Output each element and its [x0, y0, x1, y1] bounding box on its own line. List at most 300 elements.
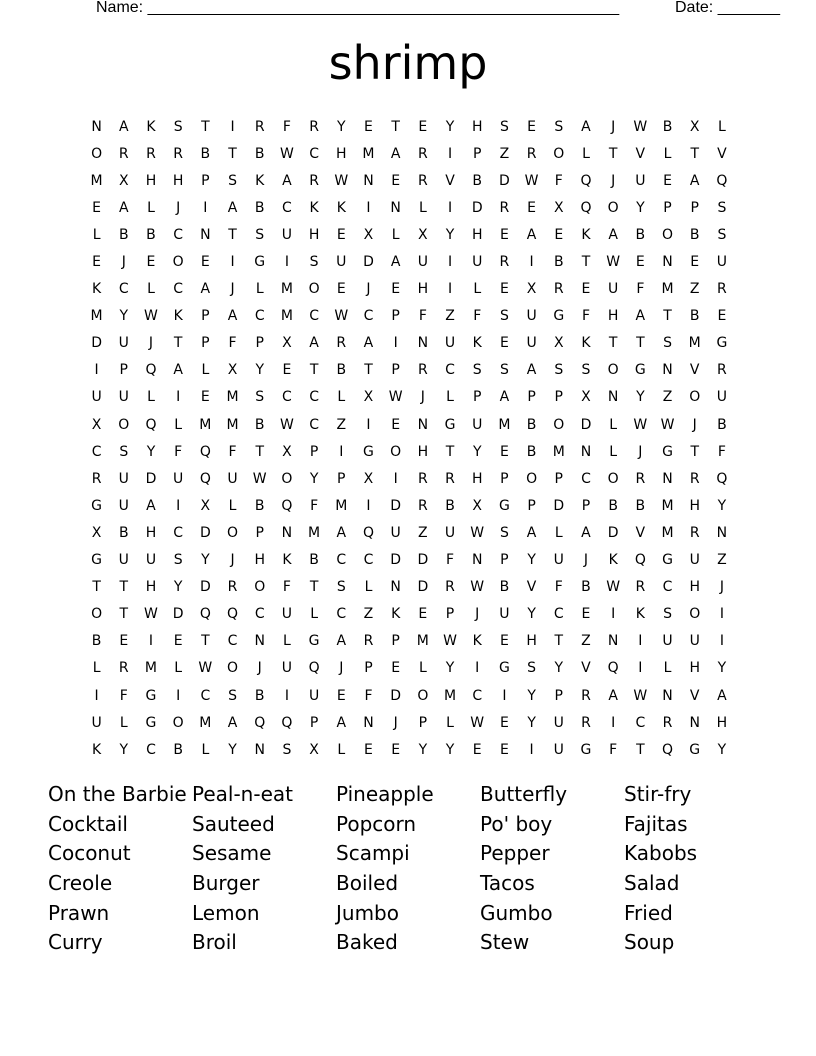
- grid-letter: M: [661, 281, 674, 298]
- grid-letter: D: [145, 470, 157, 487]
- grid-letter: B: [526, 416, 537, 433]
- grid-letter: M: [498, 416, 511, 433]
- grid-letter: K: [635, 606, 645, 623]
- word-list-item: Tacos: [480, 871, 535, 896]
- grid-letter: Z: [581, 633, 591, 650]
- grid-letter: H: [471, 470, 483, 487]
- grid-letter: R: [254, 118, 265, 135]
- grid-letter: L: [119, 714, 128, 731]
- grid-letter: S: [499, 362, 509, 379]
- grid-letter: L: [582, 145, 590, 162]
- grid-letter: W: [606, 254, 621, 271]
- grid-letter: L: [364, 579, 373, 596]
- grid-letter: G: [145, 687, 157, 704]
- grid-letter: K: [608, 552, 618, 569]
- grid-letter: W: [470, 524, 485, 541]
- grid-row: [83, 303, 736, 330]
- grid-letter: A: [282, 172, 292, 189]
- grid-letter: K: [391, 606, 401, 623]
- grid-letter: U: [145, 552, 157, 569]
- grid-letter: L: [337, 741, 346, 758]
- grid-letter: K: [282, 552, 292, 569]
- grid-letter: I: [176, 687, 181, 704]
- grid-letter: U: [608, 281, 619, 298]
- grid-letter: R: [417, 172, 428, 189]
- grid-letter: A: [146, 497, 156, 514]
- grid-letter: G: [689, 741, 701, 758]
- grid-letter: B: [635, 497, 646, 514]
- grid-letter: L: [283, 633, 291, 650]
- grid-letter: Y: [472, 443, 482, 460]
- grid-letter: C: [662, 579, 673, 596]
- grid-letter: T: [92, 579, 101, 596]
- grid-letter: S: [255, 226, 265, 243]
- grid-letter: J: [176, 199, 181, 216]
- grid-row: [83, 736, 736, 763]
- grid-letter: J: [148, 335, 154, 352]
- grid-letter: B: [635, 226, 646, 243]
- grid-letter: U: [472, 416, 483, 433]
- grid-letter: H: [308, 226, 320, 243]
- grid-letter: D: [172, 606, 184, 623]
- grid-letter: P: [418, 714, 428, 731]
- grid-letter: N: [662, 687, 673, 704]
- grid-letter: E: [391, 741, 401, 758]
- grid-letter: B: [309, 552, 319, 569]
- grid-letter: C: [118, 281, 129, 298]
- grid-letter: Q: [716, 470, 728, 487]
- grid-letter: R: [445, 579, 455, 596]
- grid-letter: H: [689, 497, 700, 514]
- grid-letter: H: [145, 172, 157, 189]
- grid-letter: Q: [281, 497, 293, 514]
- grid-letter: Y: [309, 470, 319, 487]
- grid-letter: W: [144, 308, 158, 325]
- grid-letter: C: [363, 552, 374, 569]
- grid-letter: I: [203, 199, 208, 216]
- word-list-item: Burger: [192, 871, 260, 896]
- grid-letter: N: [390, 199, 401, 216]
- grid-letter: W: [606, 579, 621, 596]
- grid-letter: Q: [281, 714, 293, 731]
- grid-letter: Z: [499, 145, 510, 162]
- grid-letter: P: [500, 470, 509, 487]
- grid-letter: G: [254, 254, 266, 271]
- grid-letter: Y: [418, 741, 428, 758]
- grid-letter: B: [499, 579, 510, 596]
- grid-letter: V: [635, 524, 646, 541]
- grid-letter: G: [145, 714, 157, 731]
- grid-letter: D: [390, 497, 402, 514]
- grid-letter: G: [308, 633, 320, 650]
- word-list-item: Po' boy: [480, 811, 553, 836]
- grid-letter: L: [147, 281, 155, 298]
- grid-letter: Q: [580, 199, 592, 216]
- grid-letter: N: [390, 579, 401, 596]
- grid-letter: B: [254, 687, 265, 704]
- grid-letter: K: [581, 226, 591, 243]
- grid-letter: P: [201, 172, 210, 189]
- grid-letter: H: [607, 308, 619, 325]
- grid-letter: X: [363, 389, 374, 406]
- grid-row: [83, 276, 736, 303]
- grid-letter: E: [336, 281, 346, 298]
- grid-letter: T: [690, 443, 699, 460]
- grid-letter: F: [717, 443, 726, 460]
- grid-letter: O: [281, 470, 293, 487]
- grid-row: [83, 547, 736, 574]
- grid-letter: I: [638, 633, 643, 650]
- grid-letter: Y: [445, 660, 455, 677]
- grid-letter: X: [581, 389, 591, 406]
- grid-letter: T: [608, 335, 618, 352]
- grid-letter: I: [719, 633, 724, 650]
- grid-letter: L: [609, 416, 618, 433]
- grid-letter: U: [417, 254, 428, 271]
- grid-row: [83, 601, 736, 628]
- grid-letter: P: [391, 362, 400, 379]
- grid-letter: Y: [445, 226, 455, 243]
- grid-letter: W: [198, 660, 213, 677]
- grid-row: [83, 140, 736, 167]
- grid-row: [83, 221, 736, 248]
- grid-letter: M: [144, 660, 158, 677]
- grid-letter: R: [445, 470, 455, 487]
- grid-letter: P: [527, 497, 536, 514]
- word-list-item: Scampi: [336, 841, 410, 866]
- word-list-item: Lemon: [192, 900, 260, 925]
- grid-letter: J: [719, 579, 724, 596]
- grid-letter: E: [418, 606, 428, 623]
- grid-letter: V: [445, 172, 455, 189]
- grid-letter: R: [662, 714, 673, 731]
- grid-letter: R: [227, 579, 238, 596]
- grid-letter: U: [118, 335, 129, 352]
- grid-letter: U: [118, 552, 129, 569]
- grid-letter: R: [717, 281, 727, 298]
- grid-letter: C: [309, 308, 319, 325]
- grid-letter: X: [363, 470, 374, 487]
- grid-letter: M: [90, 172, 103, 189]
- grid-letter: J: [475, 606, 480, 623]
- word-list-item: On the Barbie: [48, 782, 187, 806]
- word-list: [48, 780, 768, 958]
- grid-letter: C: [254, 308, 265, 325]
- grid-letter: C: [200, 687, 211, 704]
- grid-letter: F: [282, 118, 291, 135]
- grid-letter: I: [447, 254, 453, 271]
- word-list-item: Broil: [192, 930, 237, 955]
- grid-letter: C: [363, 308, 374, 325]
- grid-letter: E: [499, 633, 509, 650]
- word-list-item: Kabobs: [624, 841, 698, 866]
- grid-letter: J: [583, 552, 589, 569]
- grid-letter: W: [470, 579, 485, 596]
- grid-letter: Q: [634, 552, 646, 569]
- grid-letter: C: [309, 145, 319, 162]
- grid-letter: X: [553, 199, 564, 216]
- grid-letter: O: [308, 281, 320, 298]
- grid-letter: A: [717, 687, 727, 704]
- grid-letter: V: [689, 362, 700, 379]
- grid-letter: G: [662, 443, 673, 460]
- grid-letter: L: [310, 606, 318, 623]
- grid-letter: X: [282, 443, 292, 460]
- grid-letter: O: [172, 714, 184, 731]
- grid-letter: Y: [717, 660, 727, 677]
- name-field: Name: _____________________________________________________: [96, 0, 620, 16]
- grid-letter: H: [689, 660, 700, 677]
- grid-letter: M: [443, 687, 457, 704]
- grid-letter: R: [417, 362, 428, 379]
- grid-letter: E: [499, 226, 509, 243]
- grid-letter: G: [498, 497, 510, 514]
- grid-letter: Q: [227, 606, 239, 623]
- grid-letter: M: [226, 389, 239, 406]
- grid-letter: H: [254, 552, 265, 569]
- grid-letter: O: [172, 254, 184, 271]
- grid-letter: D: [390, 552, 402, 569]
- grid-letter: R: [635, 470, 646, 487]
- grid-letter: X: [91, 416, 102, 433]
- grid-letter: B: [254, 145, 265, 162]
- grid-letter: A: [336, 524, 347, 541]
- word-list-item: Sesame: [192, 841, 272, 866]
- word-list-item: Sauteed: [192, 811, 275, 836]
- grid-letter: F: [418, 308, 427, 325]
- grid-letter: A: [118, 118, 129, 135]
- grid-letter: S: [336, 579, 346, 596]
- grid-row: [83, 384, 736, 411]
- grid-letter: Q: [199, 443, 211, 460]
- grid-letter: D: [471, 199, 483, 216]
- grid-letter: T: [581, 254, 591, 271]
- grid-letter: M: [280, 281, 293, 298]
- grid-letter: R: [689, 470, 700, 487]
- grid-letter: L: [147, 389, 155, 406]
- grid-letter: F: [228, 443, 237, 460]
- grid-letter: B: [118, 226, 129, 243]
- grid-letter: Y: [527, 606, 536, 623]
- grid-letter: Y: [445, 741, 455, 758]
- grid-letter: T: [391, 118, 400, 135]
- grid-letter: T: [201, 633, 210, 650]
- grid-letter: X: [118, 172, 129, 189]
- grid-letter: E: [364, 118, 373, 135]
- grid-letter: I: [638, 660, 643, 677]
- grid-letter: U: [118, 470, 129, 487]
- grid-letter: H: [145, 579, 157, 596]
- grid-letter: E: [472, 741, 482, 758]
- grid-letter: T: [608, 145, 618, 162]
- grid-letter: S: [663, 335, 672, 352]
- grid-letter: E: [499, 443, 509, 460]
- grid-letter: W: [334, 172, 349, 189]
- grid-letter: M: [416, 633, 429, 650]
- grid-letter: B: [472, 172, 483, 189]
- grid-letter: F: [228, 335, 237, 352]
- grid-letter: E: [581, 281, 591, 298]
- grid-letter: G: [498, 660, 510, 677]
- grid-letter: P: [690, 199, 699, 216]
- grid-letter: Q: [580, 172, 592, 189]
- grid-letter: A: [200, 281, 211, 298]
- grid-letter: P: [255, 524, 264, 541]
- grid-letter: Y: [228, 741, 237, 758]
- grid-letter: N: [281, 524, 293, 541]
- grid-letter: N: [254, 741, 265, 758]
- grid-letter: W: [633, 687, 648, 704]
- grid-letter: Y: [527, 687, 536, 704]
- grid-letter: I: [94, 687, 99, 704]
- grid-letter: A: [173, 362, 183, 379]
- grid-letter: S: [499, 524, 509, 541]
- grid-letter: Z: [445, 308, 455, 325]
- grid-letter: R: [689, 524, 700, 541]
- grid-letter: J: [638, 443, 643, 460]
- grid-letter: K: [92, 281, 102, 298]
- grid-letter: T: [228, 226, 237, 243]
- grid-letter: W: [279, 416, 294, 433]
- word-list-item: Peal-n-eat: [192, 782, 293, 806]
- grid-letter: O: [118, 416, 130, 433]
- grid-letter: A: [499, 389, 510, 406]
- date-field: Date: _______: [675, 0, 780, 16]
- grid-letter: N: [254, 633, 265, 650]
- grid-letter: E: [663, 172, 672, 189]
- grid-letter: Y: [554, 660, 564, 677]
- grid-letter: H: [716, 714, 728, 731]
- grid-letter: B: [254, 497, 265, 514]
- grid-letter: U: [526, 335, 537, 352]
- grid-letter: D: [417, 552, 429, 569]
- word-list-item: Jumbo: [336, 900, 399, 925]
- grid-letter: C: [445, 362, 455, 379]
- grid-letter: M: [362, 145, 375, 162]
- grid-letter: G: [444, 416, 456, 433]
- grid-letter: P: [500, 552, 509, 569]
- grid-letter: F: [473, 308, 482, 325]
- grid-letter: J: [611, 172, 616, 189]
- grid-letter: G: [91, 497, 103, 514]
- grid-letter: L: [391, 226, 400, 243]
- grid-letter: B: [689, 226, 700, 243]
- word-list-item: Pepper: [480, 841, 550, 866]
- grid-letter: T: [228, 145, 237, 162]
- grid-letter: T: [255, 443, 264, 460]
- grid-letter: S: [499, 308, 509, 325]
- grid-letter: S: [527, 660, 537, 677]
- grid-letter: L: [418, 660, 427, 677]
- word-list-item: Baked: [336, 930, 398, 955]
- grid-letter: U: [281, 606, 293, 623]
- grid-letter: F: [119, 687, 128, 704]
- grid-letter: M: [335, 497, 348, 514]
- grid-letter: F: [581, 308, 590, 325]
- grid-letter: P: [554, 687, 563, 704]
- grid-letter: I: [284, 687, 289, 704]
- grid-letter: H: [172, 172, 184, 189]
- grid-letter: I: [502, 687, 507, 704]
- grid-letter: S: [554, 362, 564, 379]
- grid-letter: X: [91, 524, 102, 541]
- grid-letter: U: [526, 308, 537, 325]
- grid-letter: H: [689, 579, 700, 596]
- grid-letter: A: [227, 199, 238, 216]
- grid-letter: P: [472, 145, 482, 162]
- grid-letter: V: [635, 145, 646, 162]
- grid-letter: Y: [636, 389, 645, 406]
- grid-letter: P: [554, 470, 563, 487]
- grid-letter: L: [92, 660, 101, 677]
- grid-letter: E: [418, 118, 428, 135]
- grid-letter: G: [634, 362, 646, 379]
- grid-letter: H: [471, 118, 483, 135]
- grid-letter: U: [499, 606, 510, 623]
- grid-row: [83, 438, 736, 465]
- grid-letter: U: [308, 687, 320, 704]
- grid-row: [83, 655, 736, 682]
- grid-letter: U: [472, 254, 483, 271]
- grid-letter: D: [199, 579, 211, 596]
- grid-letter: L: [609, 443, 618, 460]
- grid-letter: C: [472, 687, 483, 704]
- grid-letter: X: [363, 226, 374, 243]
- word-list-item: Gumbo: [480, 900, 553, 925]
- word-list-item: Butterfly: [480, 782, 568, 806]
- grid-letter: W: [144, 606, 158, 623]
- grid-letter: K: [309, 199, 319, 216]
- grid-letter: T: [554, 633, 564, 650]
- grid-letter: X: [689, 118, 700, 135]
- grid-letter: L: [92, 226, 101, 243]
- grid-letter: U: [281, 660, 293, 677]
- grid-letter: V: [581, 660, 591, 677]
- grid-letter: X: [282, 335, 292, 352]
- grid-letter: P: [527, 389, 536, 406]
- grid-letter: H: [417, 281, 429, 298]
- grid-letter: O: [227, 660, 239, 677]
- grid-letter: N: [363, 172, 374, 189]
- grid-letter: N: [607, 389, 619, 406]
- grid-letter: E: [92, 254, 102, 271]
- grid-letter: D: [91, 335, 102, 352]
- grid-letter: C: [173, 226, 184, 243]
- grid-letter: B: [173, 741, 183, 758]
- grid-letter: A: [118, 199, 129, 216]
- grid-letter: S: [663, 606, 672, 623]
- grid-letter: S: [282, 741, 292, 758]
- grid-letter: B: [608, 497, 618, 514]
- grid-letter: K: [336, 199, 346, 216]
- grid-letter: F: [554, 579, 563, 596]
- grid-letter: R: [581, 714, 591, 731]
- grid-letter: Y: [445, 118, 455, 135]
- grid-letter: S: [581, 362, 591, 379]
- grid-letter: X: [418, 226, 428, 243]
- word-list-item: Coconut: [48, 841, 131, 866]
- grid-letter: J: [366, 281, 371, 298]
- grid-letter: A: [227, 308, 238, 325]
- grid-letter: O: [689, 606, 701, 623]
- word-list-item: Fried: [624, 900, 673, 925]
- grid-letter: A: [363, 335, 374, 352]
- grid-letter: O: [607, 199, 619, 216]
- grid-letter: E: [282, 362, 292, 379]
- grid-letter: A: [336, 633, 347, 650]
- word-list-item: Stir-fry: [624, 782, 692, 806]
- grid-letter: R: [146, 145, 156, 162]
